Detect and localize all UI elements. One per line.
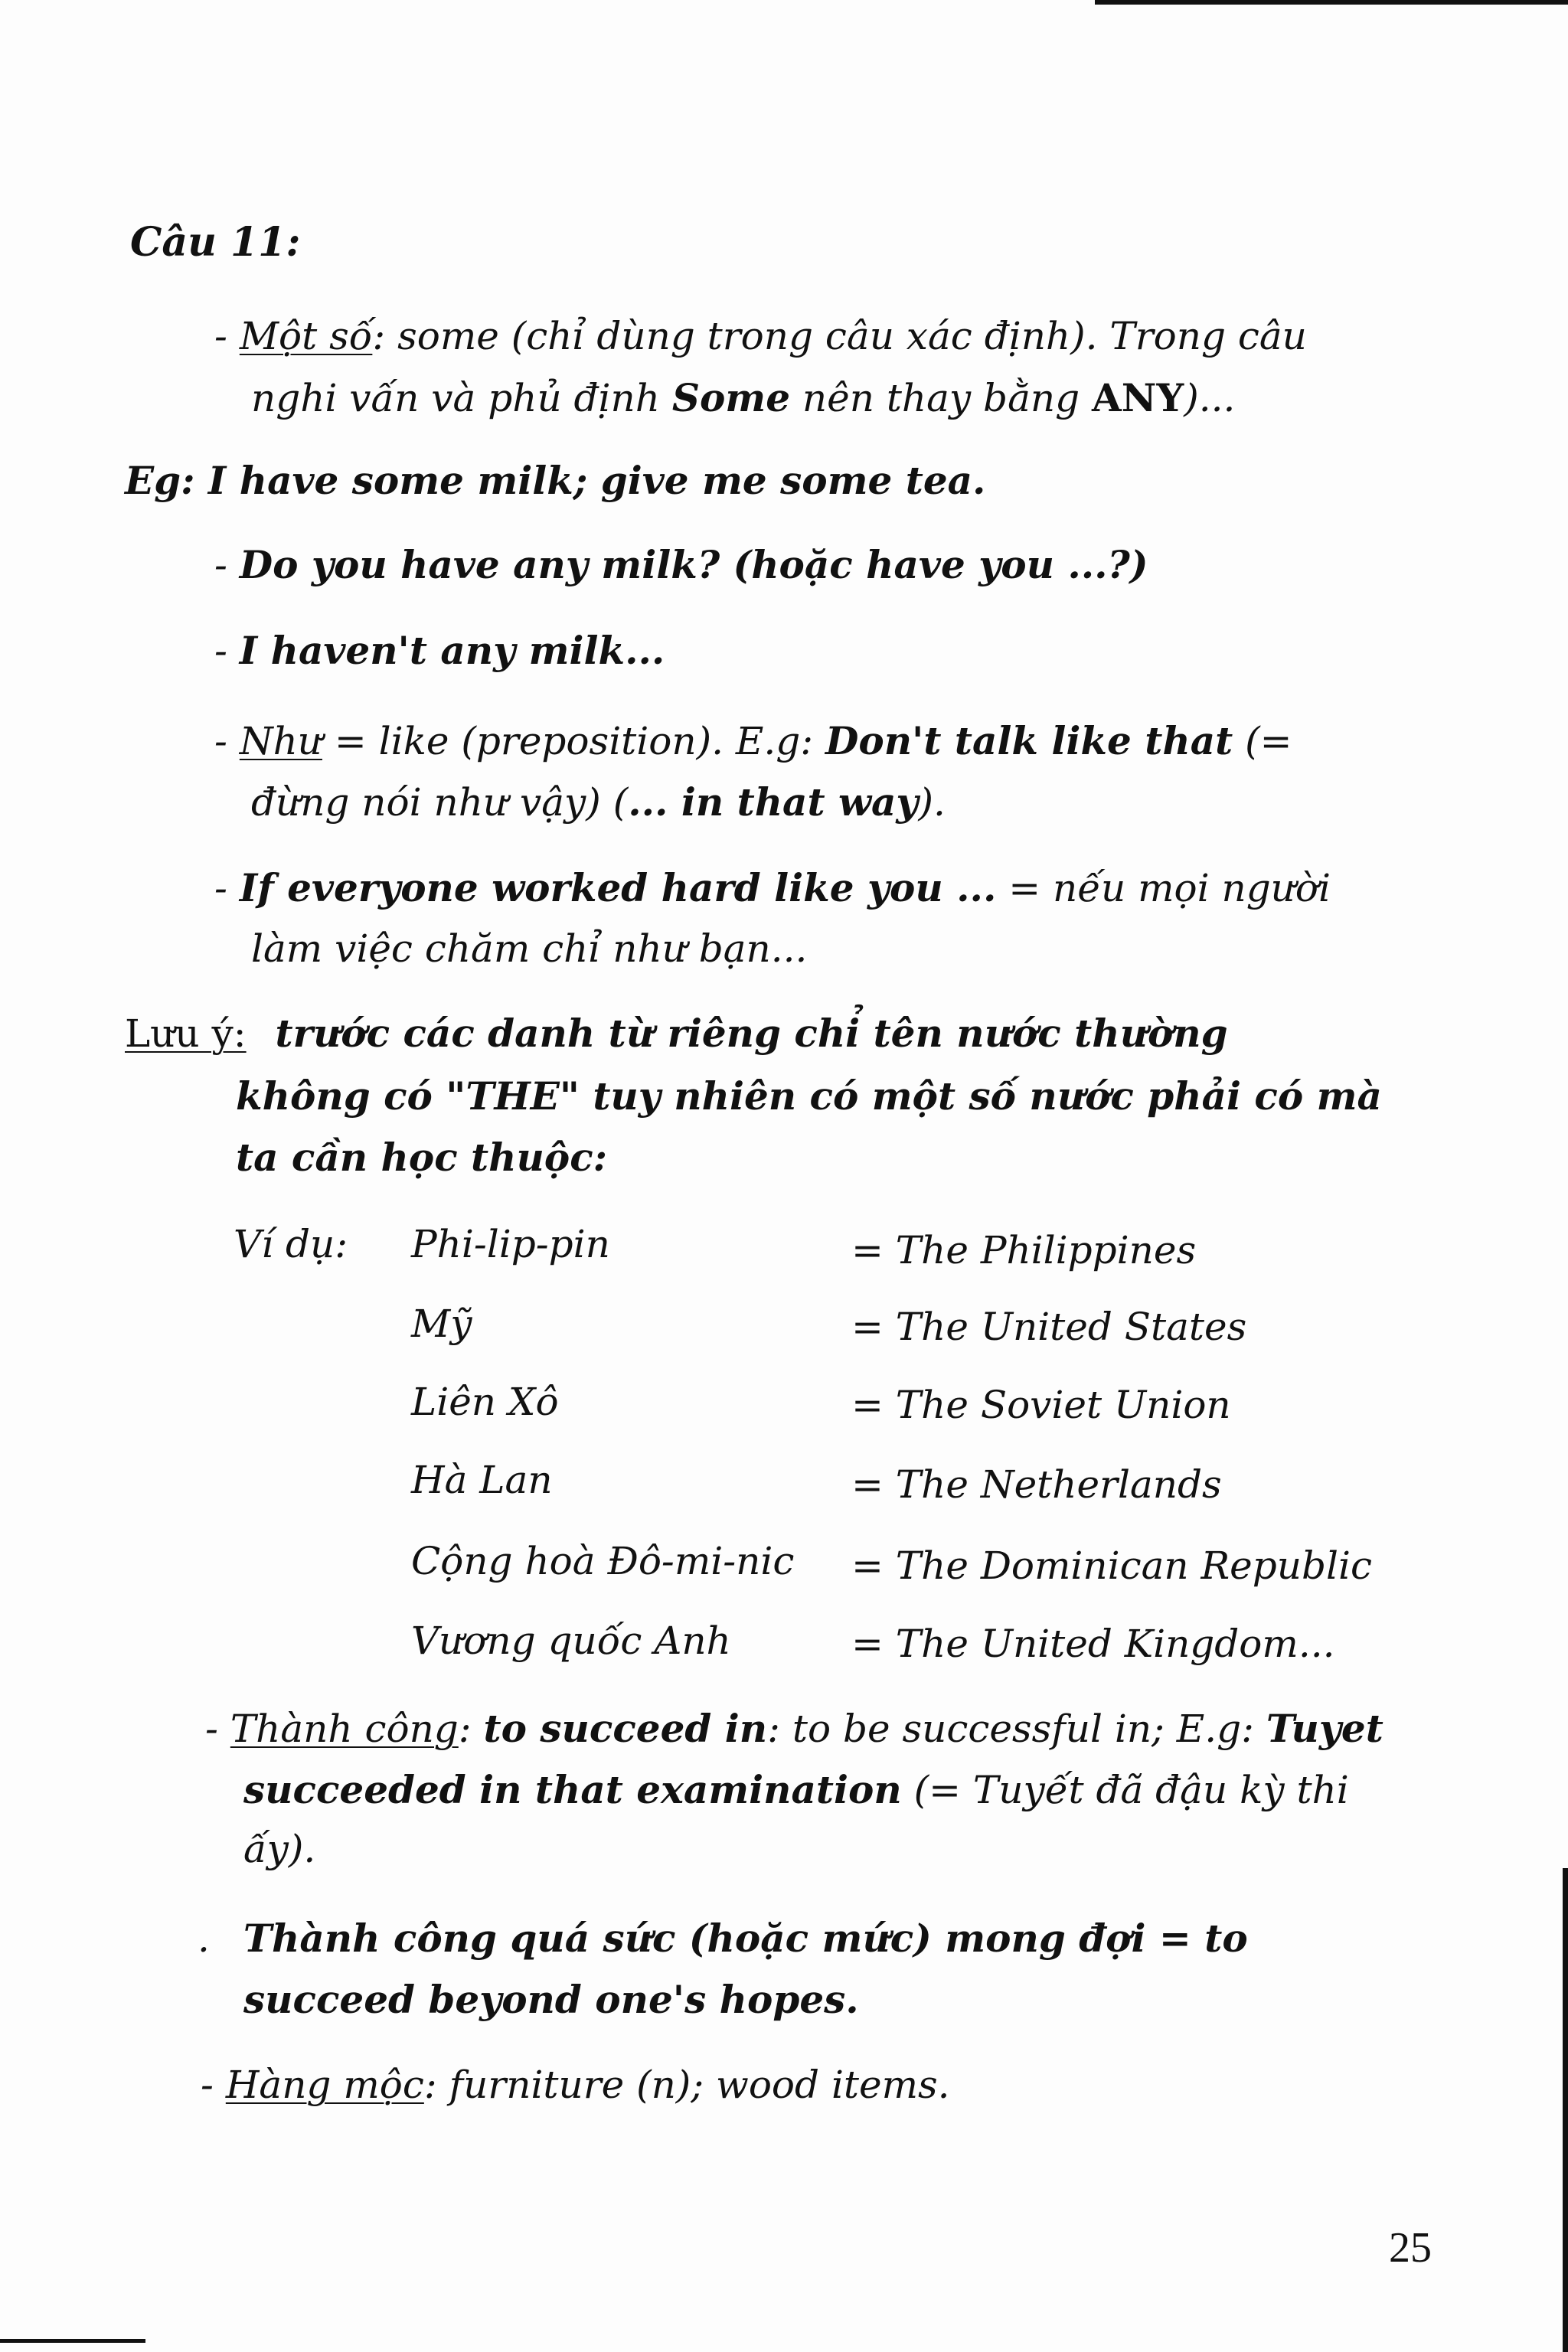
country-en: = The Soviet Union xyxy=(851,1383,1231,1427)
country-vi: Liên Xô xyxy=(411,1380,559,1424)
note-line1: Lưu ý: trước các danh từ riêng chỉ tên nước thường xyxy=(125,1011,1228,1056)
country-en: = The United States xyxy=(851,1305,1247,1349)
country-vi: Vương quốc Anh xyxy=(411,1619,731,1663)
item-if-line1: - If everyone worked hard like you ... = nếu mọi người xyxy=(214,865,1331,910)
scan-edge-top xyxy=(1095,0,1568,5)
term-thanh-cong: Thành công xyxy=(230,1707,459,1751)
term-nhu: Như xyxy=(239,719,322,763)
item-succeed-line1: - Thành công: to succeed in: to be successful in; E.g: Tuyet xyxy=(205,1706,1383,1751)
scan-edge-bottom xyxy=(0,2339,145,2343)
country-vi: Hà Lan xyxy=(411,1458,553,1502)
item-some-line1: - Một số: some (chỉ dùng trong câu xác định). Trong câu xyxy=(214,314,1307,358)
example-line3: - I haven't any milk... xyxy=(214,628,665,673)
item-succeed-line2: succeeded in that examination (= Tuyết đã đậu kỳ thi xyxy=(243,1767,1349,1812)
note-label: Lưu ý: xyxy=(125,1011,247,1056)
country-en: = The United Kingdom... xyxy=(851,1622,1335,1666)
question-heading: Câu 11: xyxy=(130,219,301,266)
term-hang-moc: Hàng mộc xyxy=(225,2063,424,2107)
example-line1: Eg: I have some milk; give me some tea. xyxy=(125,458,986,503)
note-line3: ta cần học thuộc: xyxy=(236,1135,608,1180)
page-number: 25 xyxy=(1389,2224,1432,2272)
item-furniture: - Hàng mộc: furniture (n); wood items. xyxy=(201,2063,950,2107)
item-succeed-line3: ấy). xyxy=(243,1827,316,1871)
country-vi: Mỹ xyxy=(411,1302,472,1346)
item-some-line2: nghi vấn và phủ định Some nên thay bằng ANY)... xyxy=(251,375,1236,420)
term-mot-so: Một số xyxy=(239,314,373,358)
item-if-line2: làm việc chăm chỉ như bạn... xyxy=(251,926,808,971)
note-line2: không có "THE" tuy nhiên có một số nước phải có mà xyxy=(236,1073,1382,1119)
country-vi: Phi-lip-pin xyxy=(411,1222,610,1266)
country-en: = The Philippines xyxy=(851,1228,1197,1272)
country-en: = The Netherlands xyxy=(851,1462,1222,1507)
scan-edge-right xyxy=(1563,1868,1568,2352)
item-like-line2: đừng nói như vậy) (... in that way). xyxy=(251,779,946,825)
country-vi: Cộng hoà Đô-mi-nic xyxy=(411,1539,795,1583)
item-beyond-line2: succeed beyond one's hopes. xyxy=(243,1977,859,2022)
item-beyond-line1: . Thành công quá sức (hoặc mức) mong đợi = to xyxy=(198,1916,1248,1961)
example-line2: - Do you have any milk? (hoặc have you ...?) xyxy=(214,542,1148,587)
country-en: = The Dominican Republic xyxy=(851,1544,1372,1588)
item-like-line1: - Như = like (preposition). E.g: Don't talk like that (= xyxy=(214,718,1292,763)
country-example-label: Ví dụ: xyxy=(234,1222,348,1266)
